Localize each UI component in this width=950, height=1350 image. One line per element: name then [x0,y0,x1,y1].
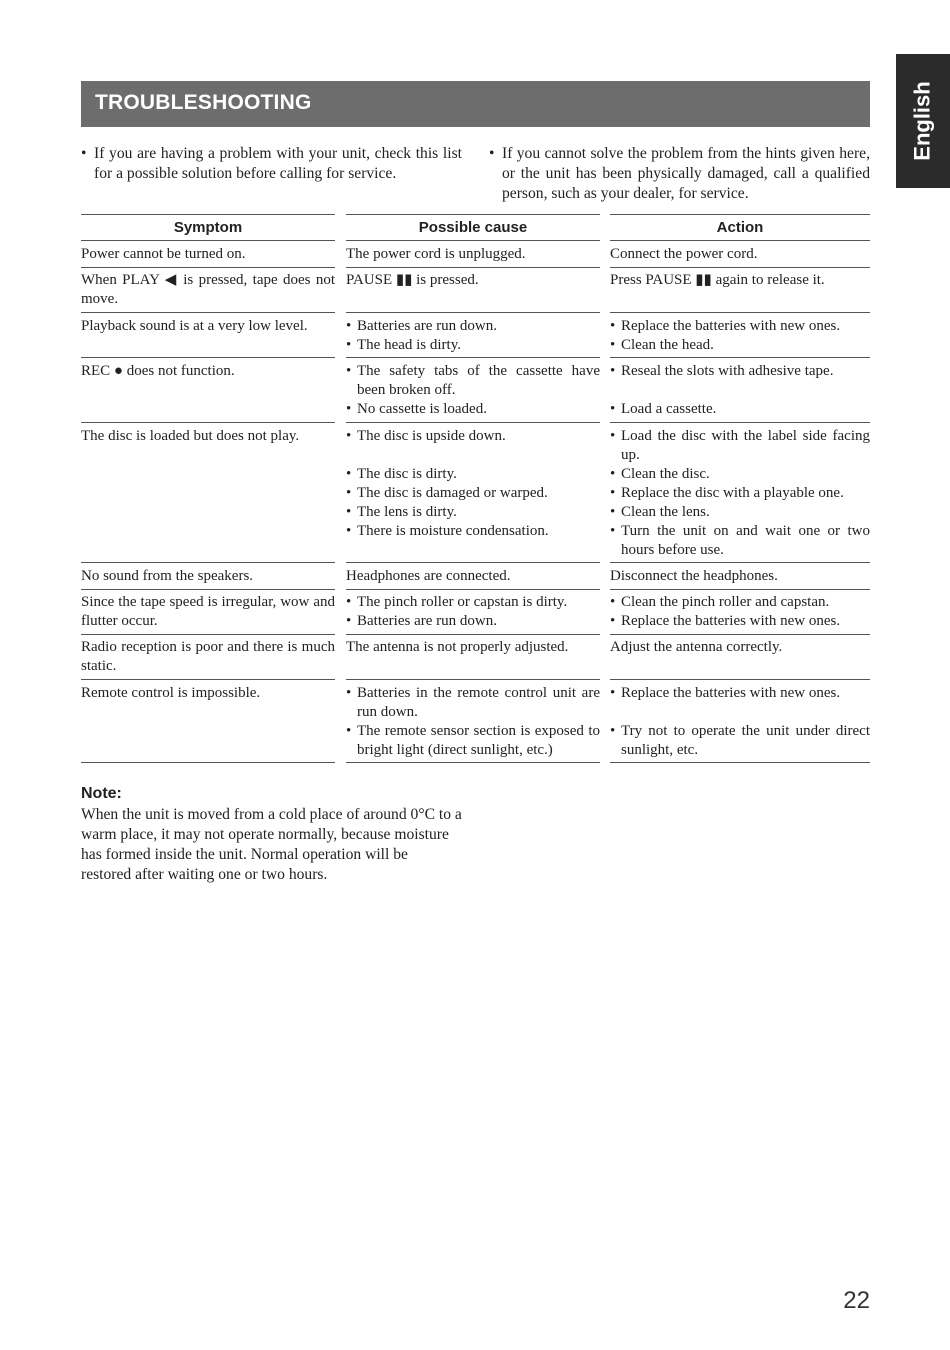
cause-item: The pinch roller or capstan is dirty. [357,594,568,610]
rule [346,422,600,423]
cause-item: The safety tabs of the cassette have been broken off. [357,363,600,398]
rule [346,312,600,313]
rule [610,240,870,241]
rule [81,634,335,635]
symptom-cell: When PLAY ◀ is pressed, tape does not move. [81,272,335,307]
intro-left [81,144,462,184]
action-item: Replace the batteries with new ones. [621,613,841,629]
symptom-cell: No sound from the speakers. [81,568,254,584]
symptom-cell: Since the tape speed is irregular, wow and flutter occur. [81,594,335,629]
action-cell: • Replace the batteries with new ones. • Clean the head. [610,317,870,355]
intro-left-text: If you are having a problem with your unit, check this list for a possible solution before calling for service. [94,145,462,182]
cause-cell: • Batteries are run down. • The head is dirty. [346,317,600,355]
cause-cell: • The pinch roller or capstan is dirty. • Batteries are run down. [346,593,600,631]
cause-item: The disc is dirty. [357,466,457,482]
cause-item: The remote sensor section is exposed to bright light (direct sunlight, etc.) [357,723,600,758]
page-number: 22 [843,1287,870,1314]
rule [610,762,870,763]
action-cell: • Replace the batteries with new ones. • Try not to operate the unit under direct sunlight, etc. [610,685,870,758]
cause-cell: • The disc is upside down. • The disc is dirty. • The disc is damaged or warped. • The lens is dirty. • There is moisture condensation. [346,427,600,541]
action-cell: Adjust the antenna correctly. [610,639,783,655]
bullet-icon: • [489,145,495,162]
action-item: Replace the disc with a playable one. [621,485,844,501]
rule [610,679,870,680]
page-title: TROUBLESHOOTING [95,91,312,114]
rule [81,589,335,590]
rule [81,312,335,313]
action-item: Replace the batteries with new ones. [621,318,841,334]
rule [346,679,600,680]
language-tab-label: English [910,81,936,161]
rule [346,214,600,215]
action-item: Clean the lens. [621,504,710,520]
action-item: Load a cassette. [621,401,717,417]
rule [81,679,335,680]
cause-item: No cassette is loaded. [357,401,487,417]
action-cell: • Reseal the slots with adhesive tape. • Load a cassette. [610,362,870,419]
rule [81,267,335,268]
rule [610,267,870,268]
rule [346,589,600,590]
action-item: Clean the head. [621,337,714,353]
rule [610,562,870,563]
rule [81,214,335,215]
symptom-cell: The disc is loaded but does not play. [81,428,300,444]
title-bar [81,81,870,127]
language-tab [896,54,950,188]
cause-cell: PAUSE ▮▮ is pressed. [346,272,479,288]
action-cell: Connect the power cord. [610,246,758,262]
rule [81,562,335,563]
cause-item: Batteries are run down. [357,613,497,629]
note-heading: Note: [81,785,122,802]
action-item: Try not to operate the unit under direct sunlight, etc. [621,723,870,758]
rule [346,634,600,635]
rule [610,214,870,215]
action-item: Clean the disc. [621,466,710,482]
symptom-cell: Radio reception is poor and there is much static. [81,639,335,674]
cause-cell: • Batteries in the remote control unit are run down. • The remote sensor section is exposed to bright light (direct sunlight, etc.) [346,685,600,758]
action-item: Replace the batteries with new ones. [621,685,841,701]
action-cell: • Clean the pinch roller and capstan. • Replace the batteries with new ones. [610,593,870,631]
header-possible-cause: Possible cause [418,219,528,236]
symptom-cell: Power cannot be turned on. [81,246,246,262]
bullet-icon: • [81,145,87,162]
action-item: Load the disc with the label side facing up. [621,428,870,463]
rule [346,267,600,268]
symptom-cell: Remote control is impossible. [81,685,261,701]
note-text: When the unit is moved from a cold place of around 0°C to a warm place, it may not operate normally, because moisture has formed inside the unit. Normal operation will be restored after waiting one or two hours. [81,806,462,883]
action-cell: • Load the disc with the label side facing up. • Clean the disc. • Replace the disc with a playable one. • Clean the lens. • Turn the unit on and wait one or two hours before use. [610,428,870,558]
rule [610,357,870,358]
cause-item: Batteries in the remote control unit are run down. [357,685,600,720]
rule [346,762,600,763]
cause-cell: Headphones are connected. [346,568,511,584]
cause-item: The lens is dirty. [357,504,457,520]
intro-right-text: If you cannot solve the problem from the hints given here, or the unit has been physically damaged, call a qualified person, such as your dealer, for service. [502,145,870,202]
symptom-cell: Playback sound is at a very low level. [81,318,308,334]
header-symptom: Symptom [173,219,243,236]
rule [610,422,870,423]
header-action: Action [716,219,764,236]
rule [81,762,335,763]
rule [610,634,870,635]
action-cell: Press PAUSE ▮▮ again to release it. [610,272,825,288]
cause-item: The disc is damaged or warped. [357,485,548,501]
cause-cell: The antenna is not properly adjusted. [346,639,569,655]
rule [81,357,335,358]
cause-item: Batteries are run down. [357,318,497,334]
rule [346,240,600,241]
cause-cell: The power cord is unplugged. [346,246,526,262]
cause-cell: • The safety tabs of the cassette have been broken off. • No cassette is loaded. [346,363,600,417]
action-item: Reseal the slots with adhesive tape. [621,363,834,379]
rule [610,312,870,313]
cause-item: There is moisture condensation. [357,523,549,539]
action-item: Turn the unit on and wait one or two hours before use. [621,523,870,558]
rule [346,357,600,358]
symptom-cell: REC ● does not function. [81,363,235,379]
rule [346,562,600,563]
rule [81,240,335,241]
action-item: Clean the pinch roller and capstan. [621,594,830,610]
rule [610,589,870,590]
action-cell: Disconnect the headphones. [610,568,778,584]
cause-item: The disc is upside down. [357,428,506,444]
intro-right [489,144,870,204]
rule [81,422,335,423]
cause-item: The head is dirty. [357,337,461,353]
